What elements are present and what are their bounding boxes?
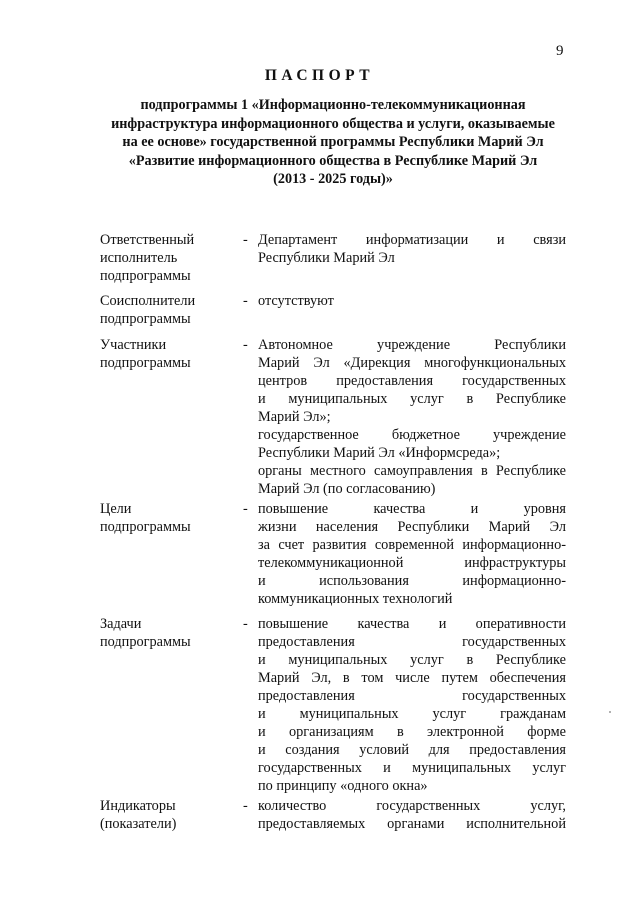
row-label: Индикаторы (показатели) xyxy=(100,798,177,832)
row-content: отсутствуют xyxy=(258,293,334,309)
subtitle-line: инфраструктура информационного общества и услуги, оказываемые xyxy=(111,115,555,132)
row-content: повышение качества и оперативности предоставления государственных и муниципальных услуг в Республике Марий Эл, в том числе путем обеспечения предоставления государственных и муниципальных услуг гражданам и организациям в электронной форме и создания условий для предоставления государственных и муниципальных услуг по принципу «одного окна» xyxy=(258,616,566,794)
row-content: повышение качества и уровня жизни населения Республики Марий Эл за счет развития современной информационно- телекоммуникационной инфраструктуры и использования информационно- коммуникационных технологий xyxy=(258,501,566,607)
page-number: 9 xyxy=(556,43,564,59)
row-content: Департамент информатизации и связи Республики Марий Эл xyxy=(258,232,566,266)
row-dash: - xyxy=(243,293,248,309)
subtitle-line: на ее основе» государственной программы Республики Марий Эл xyxy=(122,134,544,150)
subtitle-line: «Развитие информационного общества в Республике Марий Эл xyxy=(128,152,538,169)
row-label: Соисполнители подпрограммы xyxy=(100,293,196,327)
row-content: Автономное учреждение Республики Марий Эл «Дирекция многофункциональных центров предоставления государственных и муниципальных услуг в Республике Марий Эл»; государственное бюджетное учреждение Республики Марий Эл «Информсреда»; органы местного самоуправления в Республике Марий Эл (по согласованию) xyxy=(258,337,566,497)
row-label: Цели подпрограммы xyxy=(100,501,191,535)
row-dash: - xyxy=(243,232,248,248)
subtitle-line: (2013 - 2025 годы)» xyxy=(273,171,393,187)
row-dash: - xyxy=(243,501,248,517)
scan-speck xyxy=(609,711,611,713)
row-dash: - xyxy=(243,337,248,353)
row-label: Участники подпрограммы xyxy=(100,337,191,371)
document-subtitle xyxy=(100,96,566,189)
row-dash: - xyxy=(243,798,248,814)
row-content: количество государственных услуг, предоставляемых органами исполнительной xyxy=(258,798,566,832)
subtitle-line: подпрограммы 1 «Информационно-телекоммуникационная xyxy=(140,97,526,113)
row-label: Ответственный исполнитель подпрограммы xyxy=(100,232,195,284)
document-title: ПАСПОРТ xyxy=(264,67,375,84)
row-dash: - xyxy=(243,616,248,632)
row-label: Задачи подпрограммы xyxy=(100,616,191,650)
